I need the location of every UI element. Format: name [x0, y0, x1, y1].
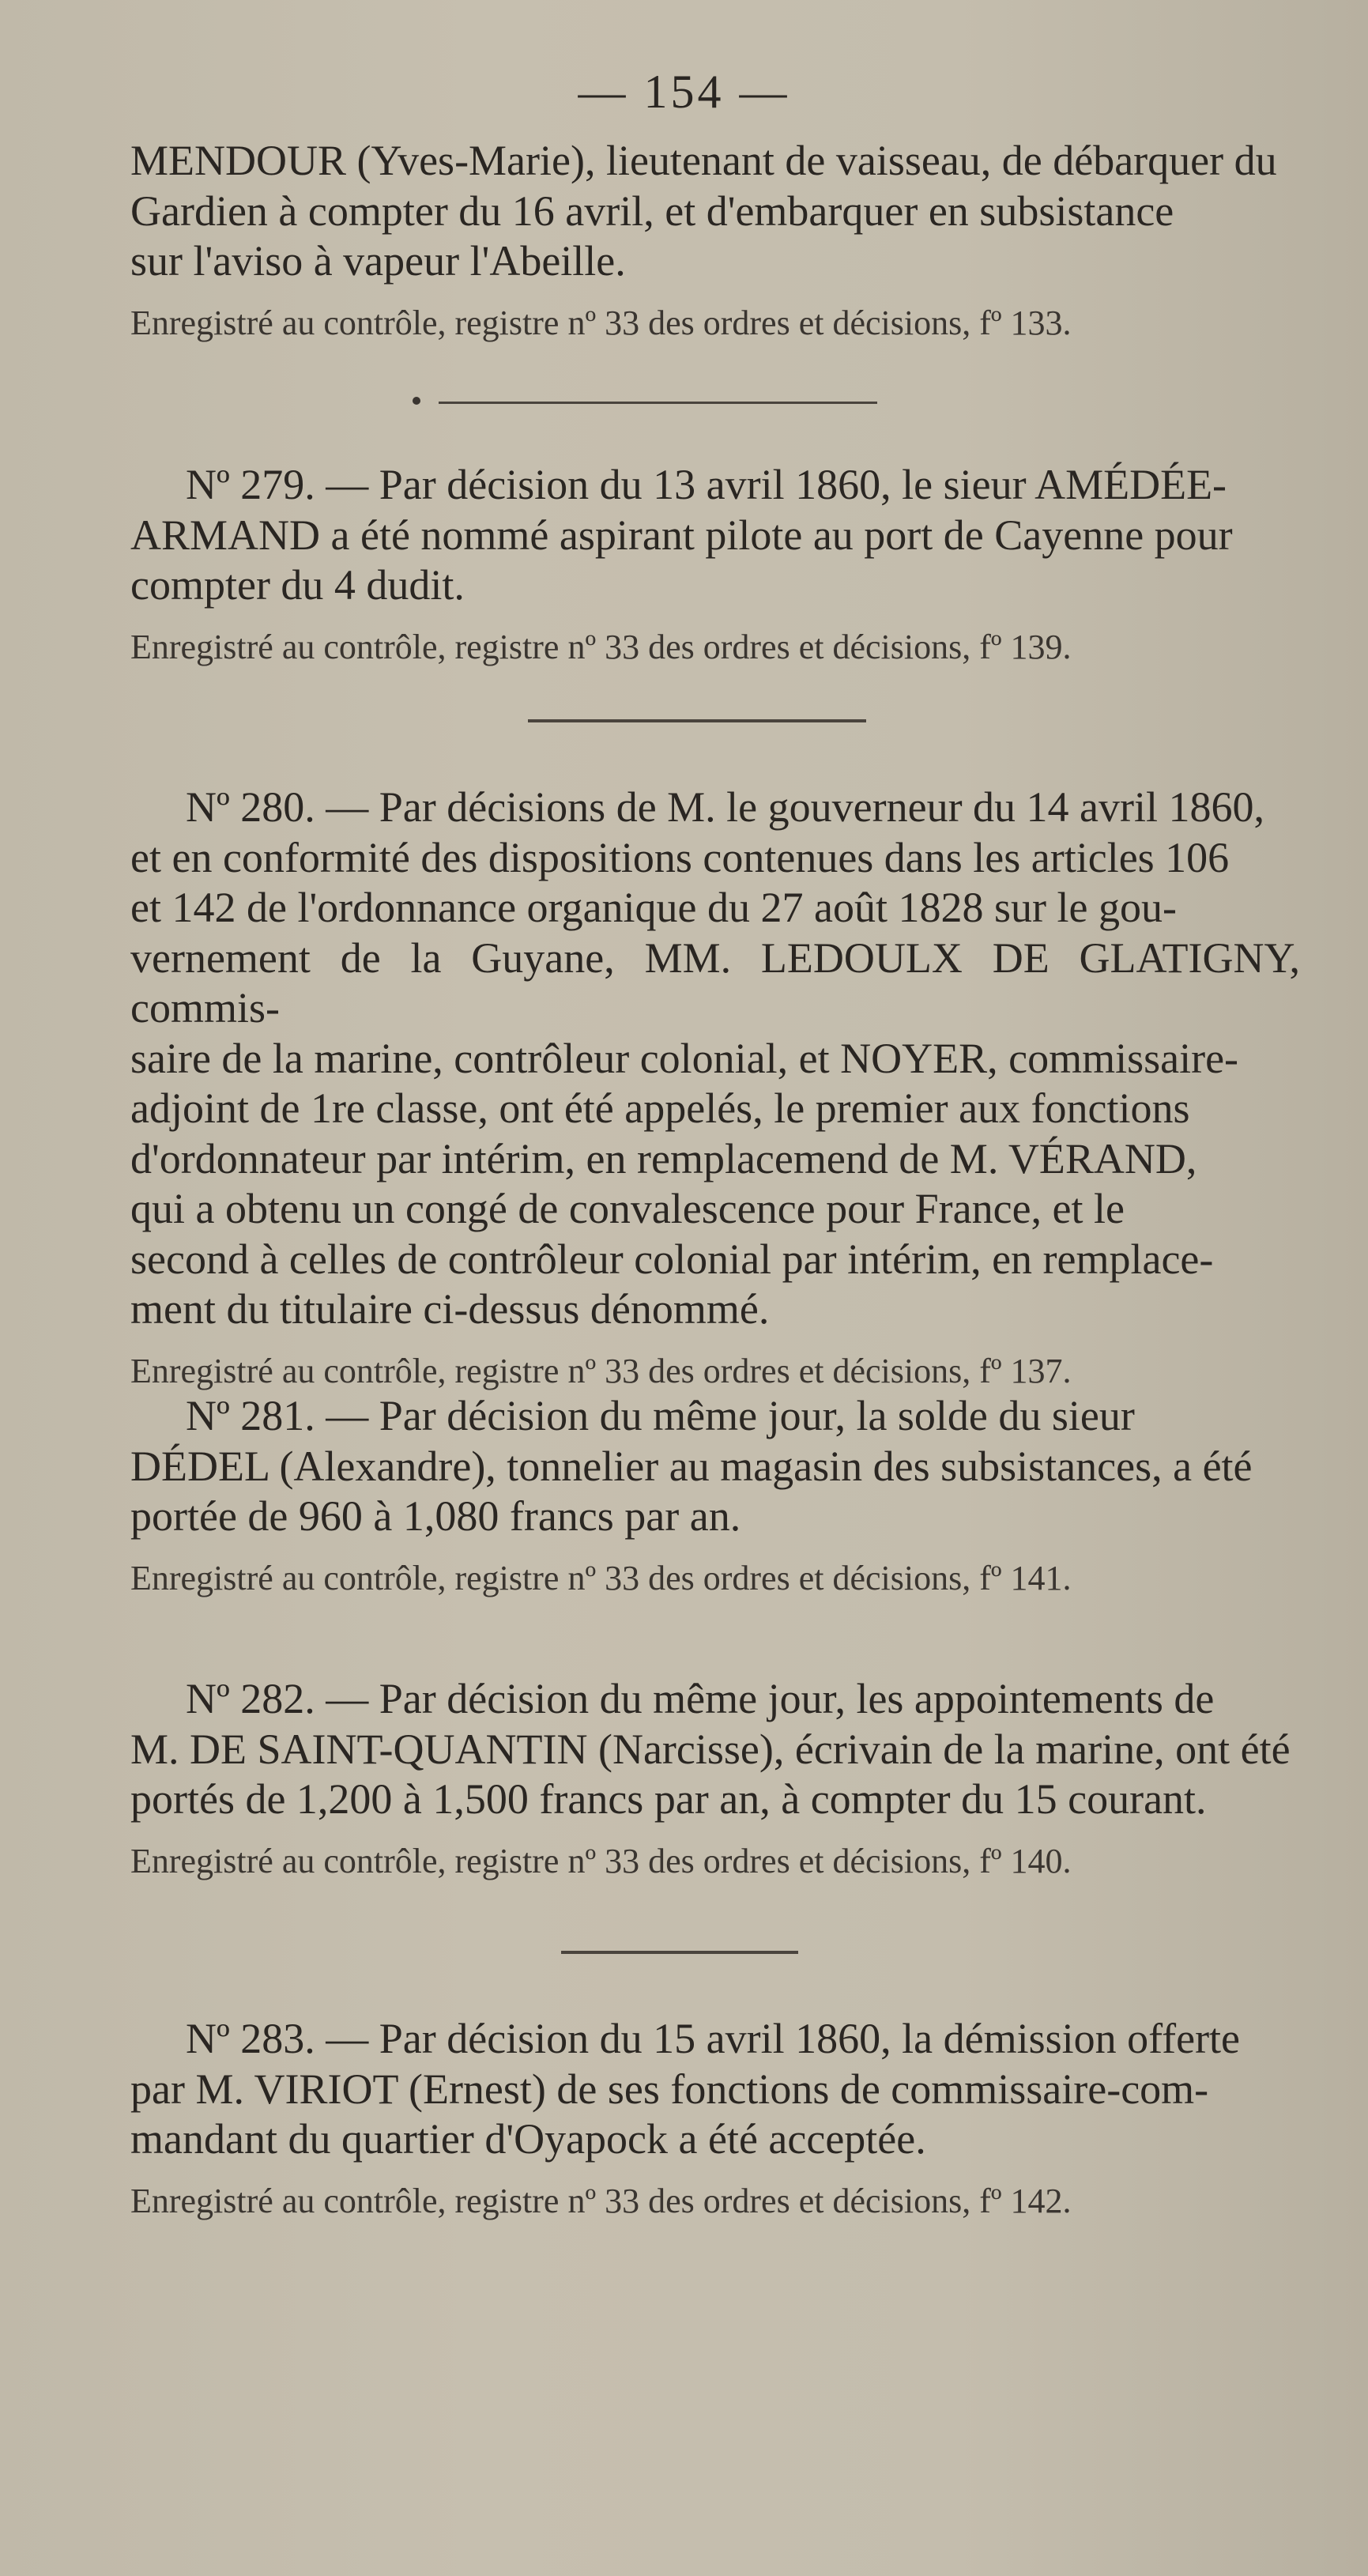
- register-note: Enregistré au contrôle, registre nº 33 des ordres et décisions, fº 142.: [130, 2181, 1072, 2220]
- register-note: Enregistré au contrôle, registre nº 33 des ordres et décisions, fº 140.: [130, 1841, 1072, 1880]
- entry-line: ARMAND a été nommé aspirant pilote au port de Cayenne pour: [130, 511, 1233, 559]
- entry-281: [130, 1391, 1300, 1599]
- entry-279: [130, 460, 1300, 668]
- entry-line: et en conformité des dispositions contenues dans les articles 106: [130, 833, 1230, 881]
- entry-line: sur l'aviso à vapeur l'Abeille.: [130, 237, 626, 285]
- entry-line: Nº 282. — Par décision du même jour, les appointements de: [186, 1675, 1215, 1722]
- section-divider: [439, 402, 877, 404]
- entry-line: vernement de la Guyane, MM. LEDOULX DE GLATIGNY, commis-: [130, 933, 1300, 1032]
- entry-line: second à celles de contrôleur colonial par intérim, en remplace-: [130, 1235, 1214, 1283]
- entry-line: Nº 279. — Par décision du 13 avril 1860, le sieur AMÉDÉE-: [186, 461, 1227, 508]
- entry-line: adjoint de 1re classe, ont été appelés, le premier aux fonctions: [130, 1084, 1190, 1132]
- entry-line: Nº 280. — Par décisions de M. le gouverneur du 14 avril 1860,: [186, 783, 1265, 831]
- entry-line: portée de 960 à 1,080 francs par an.: [130, 1492, 741, 1540]
- entry-line: Nº 283. — Par décision du 15 avril 1860, la démission offerte: [186, 2015, 1241, 2062]
- entry-continuation: [130, 136, 1300, 344]
- register-note: Enregistré au contrôle, registre nº 33 des ordres et décisions, fº 141.: [130, 1558, 1072, 1597]
- entry-line: compter du 4 dudit.: [130, 561, 465, 609]
- entry-line: M. DE SAINT-QUANTIN (Narcisse), écrivain de la marine, ont été: [130, 1725, 1291, 1773]
- entry-283: [130, 2014, 1300, 2222]
- register-note: Enregistré au contrôle, registre nº 33 des ordres et décisions, fº 137.: [130, 1351, 1072, 1390]
- entry-280: [130, 783, 1300, 1392]
- entry-line: ment du titulaire ci-dessus dénommé.: [130, 1285, 770, 1333]
- entry-line: MENDOUR (Yves-Marie), lieutenant de vaisseau, de débarquer du: [130, 137, 1277, 184]
- entry-line: saire de la marine, contrôleur colonial, et NOYER, commissaire-: [130, 1034, 1239, 1082]
- entry-line: DÉDEL (Alexandre), tonnelier au magasin des subsistances, a été: [130, 1442, 1253, 1490]
- entry-line: Nº 281. — Par décision du même jour, la solde du sieur: [186, 1392, 1135, 1439]
- entry-282: [130, 1674, 1300, 1882]
- page-number: — 154 —: [578, 66, 790, 118]
- register-note: Enregistré au contrôle, registre nº 33 des ordres et décisions, fº 139.: [130, 627, 1072, 666]
- entry-line: qui a obtenu un congé de convalescence pour France, et le: [130, 1185, 1125, 1232]
- register-note: Enregistré au contrôle, registre nº 33 des ordres et décisions, fº 133.: [130, 303, 1072, 342]
- ink-spot: [413, 397, 420, 405]
- section-divider: [561, 1951, 798, 1954]
- entry-line: portés de 1,200 à 1,500 francs par an, à compter du 15 courant.: [130, 1775, 1207, 1823]
- section-divider: [528, 719, 866, 722]
- entry-line: d'ordonnateur par intérim, en remplacemend de M. VÉRAND,: [130, 1134, 1197, 1182]
- entry-line: Gardien à compter du 16 avril, et d'embarquer en subsistance: [130, 187, 1174, 235]
- entry-line: et 142 de l'ordonnance organique du 27 août 1828 sur le gou-: [130, 884, 1177, 931]
- entry-line: mandant du quartier d'Oyapock a été acceptée.: [130, 2115, 926, 2163]
- entry-line: par M. VIRIOT (Ernest) de ses fonctions de commissaire-com-: [130, 2065, 1209, 2113]
